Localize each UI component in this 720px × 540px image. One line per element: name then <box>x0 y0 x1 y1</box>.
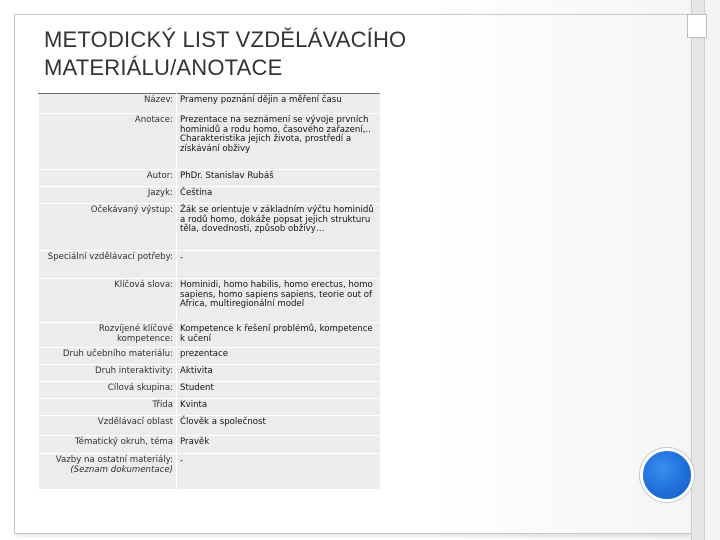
row-label: Název: <box>39 94 177 114</box>
row-value: Prezentace na seznámení se vývoje prvních hominidů a rodu homo, časového zařazení,.. Charakteristika jejich života, prostředí a získávání obživy <box>177 114 381 170</box>
row-label-text: Vazby na ostatní materiály: <box>55 455 173 466</box>
table-row-druh-interaktivity <box>39 365 381 382</box>
page-title <box>44 26 644 82</box>
row-value: Student <box>177 382 381 399</box>
table-row-ocekavany-vystup <box>39 204 381 251</box>
row-label: Třída <box>39 399 177 416</box>
decorative-circle <box>640 448 694 502</box>
table-row-vzdelavaci-oblast <box>39 416 381 436</box>
row-label: Klíčová slova: <box>39 279 177 323</box>
row-value: Prameny poznání dějin a měření času <box>177 94 381 114</box>
row-value: - <box>177 454 381 490</box>
table-row-jazyk <box>39 187 381 204</box>
row-label: Autor: <box>39 170 177 187</box>
row-label: Druh učebního materiálu: <box>39 348 177 365</box>
table-row-vazby <box>39 454 381 490</box>
table-row-tematicky-okruh <box>39 436 381 454</box>
row-value: prezentace <box>177 348 381 365</box>
side-rail <box>691 0 705 540</box>
row-label: Vzdělávací oblast <box>39 416 177 436</box>
row-label: Očekávaný výstup: <box>39 204 177 251</box>
table-row-anotace <box>39 114 381 170</box>
row-value: Aktivita <box>177 365 381 382</box>
table-row-nazev <box>39 94 381 114</box>
table-row-trida <box>39 399 381 416</box>
row-label: Tématický okruh, téma <box>39 436 177 454</box>
row-value: - <box>177 251 381 279</box>
row-value: Žák se orientuje v základním výčtu hominidů a rodů homo, dokáže popsat jejich strukturu těla, dovednosti, způsob obživy… <box>177 204 381 251</box>
row-label: Rozvíjené klíčové kompetence: <box>39 323 177 348</box>
row-value: Čeština <box>177 187 381 204</box>
title-line-2: MATERIÁLU/ANOTACE <box>44 55 283 80</box>
row-label <box>39 454 177 490</box>
row-value: Člověk a společnost <box>177 416 381 436</box>
metadata-table <box>38 93 381 490</box>
row-value: Pravěk <box>177 436 381 454</box>
table-row-druh-materialu <box>39 348 381 365</box>
row-value: Hominidi, homo habilis, homo erectus, homo sapiens, homo sapiens sapiens, teorie out of Africa, multiregionální model <box>177 279 381 323</box>
row-label: Druh interaktivity: <box>39 365 177 382</box>
row-label: Cílová skupina: <box>39 382 177 399</box>
row-label: Jazyk: <box>39 187 177 204</box>
table-row-cilova-skupina <box>39 382 381 399</box>
table-row-specialni-potreby <box>39 251 381 279</box>
side-rail-tab <box>687 14 707 38</box>
title-line-1: METODICKÝ LIST VZDĚLÁVACÍHO <box>44 27 407 52</box>
table-row-kompetence <box>39 323 381 348</box>
table-row-autor <box>39 170 381 187</box>
row-value: Kompetence k řešení problémů, kompetence k učení <box>177 323 381 348</box>
row-label: Anotace: <box>39 114 177 170</box>
row-value: PhDr. Stanislav Rubáš <box>177 170 381 187</box>
table-row-klicova-slova <box>39 279 381 323</box>
row-label: Speciální vzdělávací potřeby: <box>39 251 177 279</box>
row-label-note: (Seznam dokumentace) <box>70 464 173 475</box>
row-value: Kvinta <box>177 399 381 416</box>
